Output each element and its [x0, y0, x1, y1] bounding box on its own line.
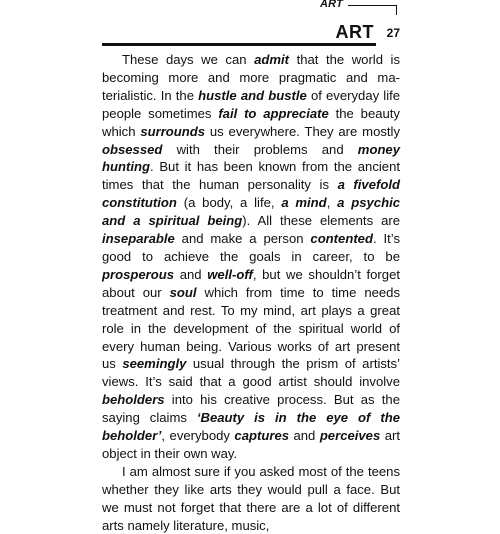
- text-run: (a body, a life,: [176, 195, 282, 211]
- emphasized-term: captures: [234, 428, 290, 444]
- emphasized-term: money hunting: [102, 141, 400, 175]
- emphasized-term: seemingly: [122, 356, 187, 372]
- text-run: of everyday life people sometimes: [102, 87, 401, 121]
- emphasized-term: soul: [169, 284, 197, 300]
- text-run: with their problems and: [162, 141, 358, 157]
- emphasized-term: surrounds: [140, 123, 206, 139]
- running-head-tab-rule: [348, 5, 396, 6]
- running-head-tab: [320, 0, 402, 14]
- running-head-tab-tick: [396, 5, 397, 15]
- text-run: and: [174, 266, 208, 282]
- emphasized-term: ‘Beauty is in the eye of the beholder’: [102, 410, 400, 444]
- text-run: ,: [326, 195, 338, 211]
- text-run: which from time to time needs treatment and rest. To my mind, art plays a great role in the development of the spiritual world of every human being. Various works of art present us: [102, 284, 400, 372]
- running-head-tab-label: ART: [320, 0, 344, 10]
- text-run: , but we shouldn’t forget about our: [102, 266, 400, 300]
- text-run: usual through the prism of artists’ views. It’s said that a good artist should involve: [102, 356, 401, 390]
- page-header: [102, 22, 400, 42]
- header-rule: [102, 43, 376, 46]
- emphasized-term: a fivefold constitution: [102, 177, 400, 211]
- text-run: . It’s good to achieve the goals in career, to be: [102, 231, 400, 264]
- emphasized-term: fail to appreciate: [218, 105, 329, 121]
- text-run: and: [289, 428, 320, 444]
- text-run: . But it has been known from the ancient times that the human personality is: [102, 159, 400, 193]
- emphasized-term: inseparable: [102, 231, 175, 247]
- text-run: ). All these elements are: [242, 213, 400, 229]
- emphasized-term: a mind: [281, 195, 327, 211]
- text-run: and make a person: [174, 231, 311, 247]
- body-text: [102, 51, 400, 534]
- emphasized-term: contented: [310, 231, 373, 247]
- paragraph: [102, 463, 400, 534]
- text-run: These days we can: [122, 52, 255, 67]
- text-run: us everywhere. They are mostly: [205, 123, 400, 139]
- emphasized-term: perceives: [319, 428, 381, 444]
- page-number: 27: [386, 26, 400, 40]
- text-run: into his creative process. But as the saying claims: [102, 392, 400, 426]
- emphasized-term: a psychic and a spiritual being: [102, 195, 400, 229]
- emphasized-term: prosperous: [102, 266, 175, 282]
- text-run: I am almost sure if you asked most of the teens whether they like arts they would pull a face. But we must not forget that there are a lot of different arts namely literature, music,: [102, 463, 400, 533]
- text-run: art object in their own way.: [102, 428, 401, 461]
- emphasized-term: obsessed: [102, 141, 163, 157]
- emphasized-term: well-off: [207, 266, 253, 282]
- text-run: , everybody: [161, 428, 235, 444]
- emphasized-term: admit: [254, 52, 290, 67]
- section-title: ART: [335, 22, 374, 42]
- emphasized-term: beholders: [102, 392, 165, 408]
- text-run: that the world is becoming more and more pragmatic and materialistic. In the: [102, 52, 400, 103]
- text-run: the beauty which: [102, 105, 400, 139]
- paragraph: [102, 51, 400, 463]
- emphasized-term: hustle and bustle: [198, 87, 307, 103]
